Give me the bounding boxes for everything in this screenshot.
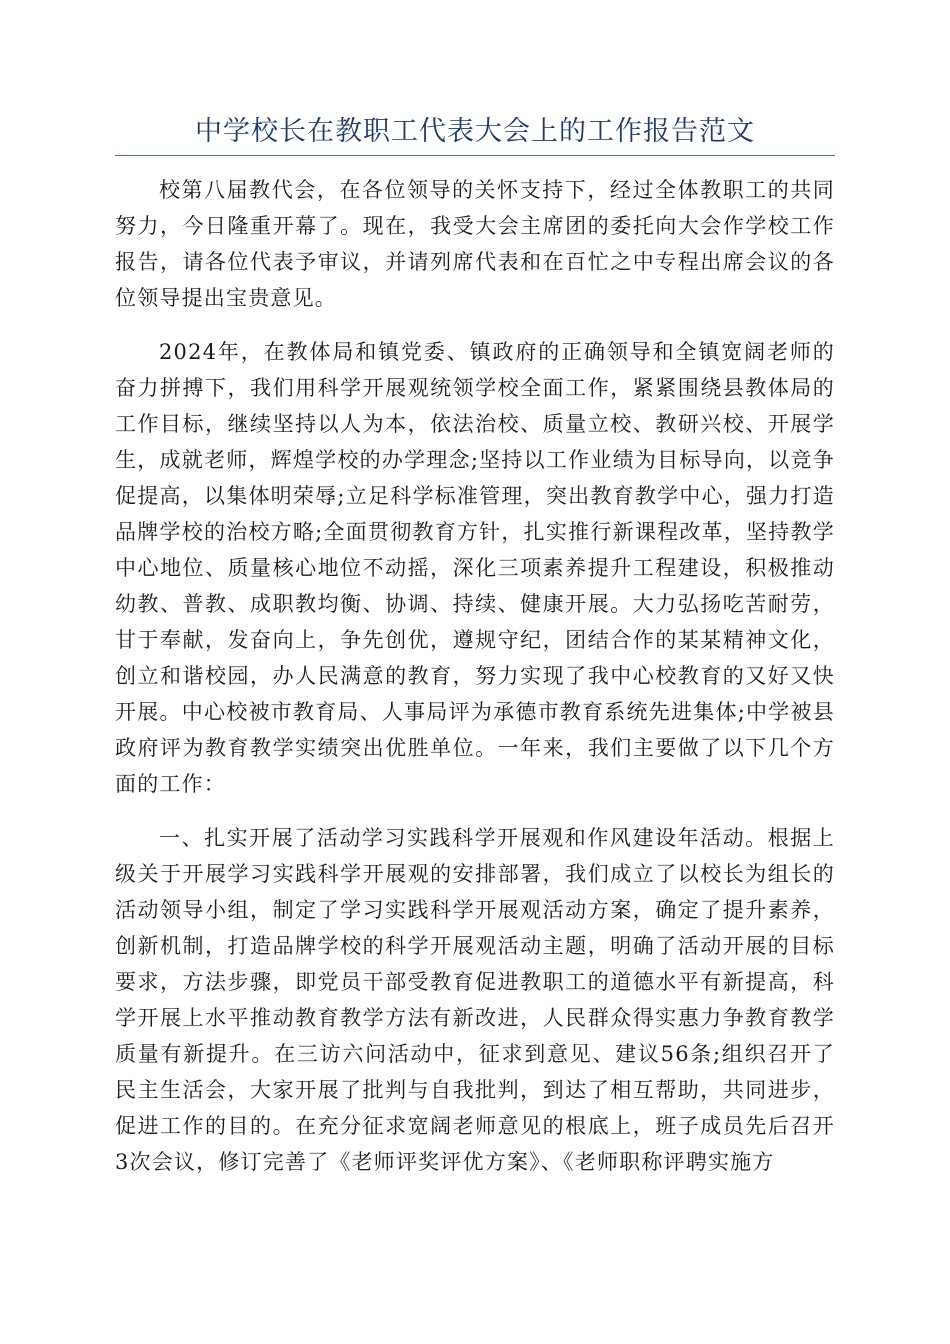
title-underline xyxy=(115,155,835,156)
paragraph-section-one: 一、扎实开展了活动学习实践科学开展观和作风建设年活动。根据上级关于开展学习实践科学开展观的安排部署，我们成立了以校长为组长的活动领导小组，制定了学习实践科学开展观活动方案，确定了提升素养，创新机制，打造品牌学校的科学开展观活动主题，明确了活动开展的目标要求，方法步骤，即党员干部受教育促进教职工的道德水平有新提高，科学开展上水平推动教育教学方法有新改进，人民群众得实惠力争教育教学质量有新提升。在三访六问活动中，征求到意见、建议56条;组织召开了民主生活会，大家开展了批判与自我批判，到达了相互帮助，共同进步，促进工作的目的。在充分征求宽阔老师意见的根底上，班子成员先后召开3次会议，修订完善了《老师评奖评优方案》、《老师职称评聘实施方 xyxy=(115,826,835,1174)
document-body xyxy=(115,172,835,1198)
paragraph-opening: 校第八届教代会，在各位领导的关怀支持下，经过全体教职工的共同努力，今日隆重开幕了。现在，我受大会主席团的委托向大会作学校工作报告，请各位代表予审议，并请列席代表和在百忙之中专程出席会议的各位领导提出宝贵意见。 xyxy=(115,178,835,310)
paragraph-year-summary: 2024年，在教体局和镇党委、镇政府的正确领导和全镇宽阔老师的奋力拼搏下，我们用科学开展观统领学校全面工作，紧紧围绕县教体局的工作目标，继续坚持以人为本，依法治校、质量立校、教研兴校、开展学生，成就老师，辉煌学校的办学理念;坚持以工作业绩为目标导向，以竞争促提高，以集体明荣辱;立足科学标准管理，突出教育教学中心，强力打造品牌学校的治校方略;全面贯彻教育方针，扎实推行新课程改革，坚持教学中心地位、质量核心地位不动摇，深化三项素养提升工程建设，积极推动幼教、普教、成职教均衡、协调、持续、健康开展。大力弘扬吃苦耐劳，甘于奉献，发奋向上，争先创优，遵规守纪，团结合作的某某精神文化，创立和谐校园，办人民满意的教育，努力实现了我中心校教育的又好又快开展。中心校被市教育局、人事局评为承德市教育系统先进集体;中学被县政府评为教育教学实绩突出优胜单位。一年来，我们主要做了以下几个方面的工作： xyxy=(115,340,835,796)
document-title: 中学校长在教职工代表大会上的工作报告范文 xyxy=(195,116,755,147)
